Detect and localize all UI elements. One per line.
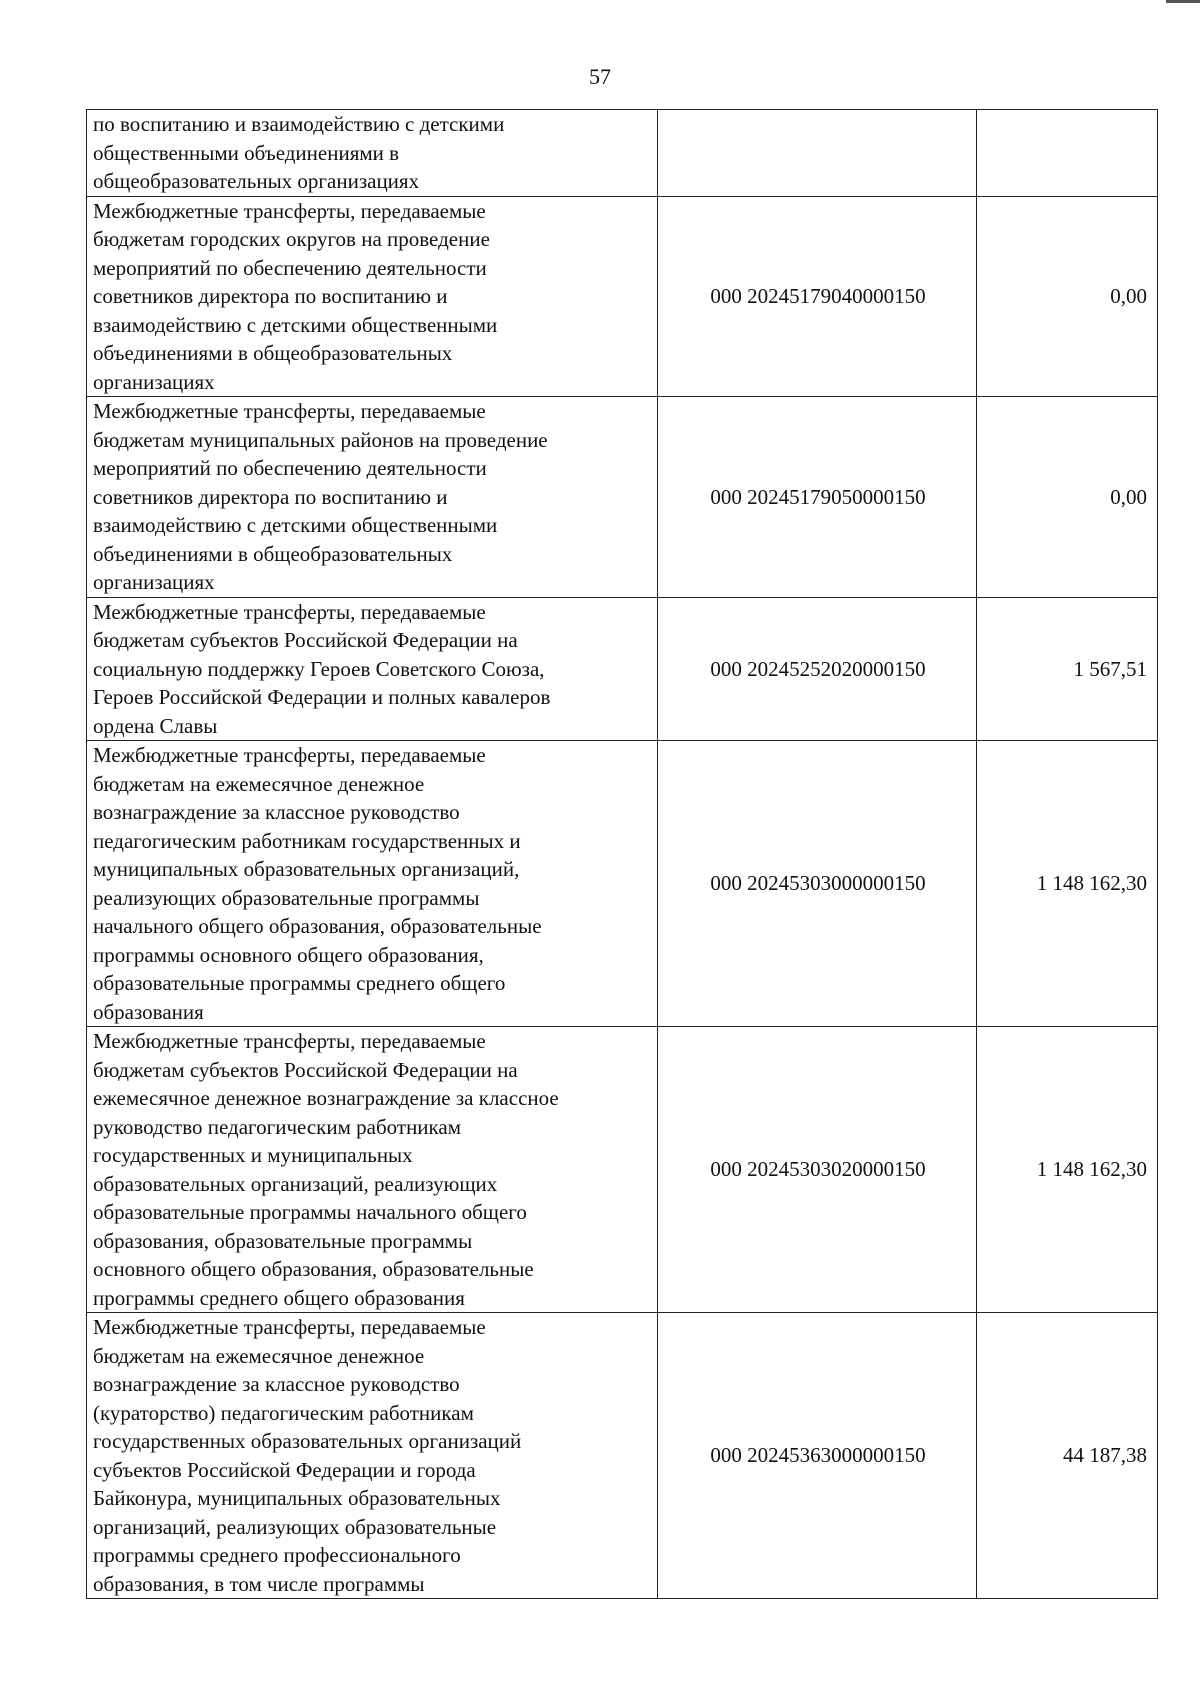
row-value-cell: 1 567,51 (977, 597, 1158, 741)
row-name-cell (87, 741, 658, 1027)
row-name-cell (87, 1027, 658, 1313)
row-value-cell: 1 148 162,30 (977, 741, 1158, 1027)
table-row (87, 397, 1158, 598)
row-value-cell: 1 148 162,30 (977, 1027, 1158, 1313)
row-value-cell: 0,00 (977, 397, 1158, 598)
row-name-text: Межбюджетные трансферты, передаваемые бюджетам субъектов Российской Федерации на социальную поддержку Героев Советского Союза, Героев Российской Федерации и полных кавалеров ордена Славы (93, 599, 551, 738)
row-code-cell: 000 20245303000000150 (658, 741, 977, 1027)
table-row (87, 110, 1158, 197)
row-name-cell (87, 110, 658, 197)
row-name-text: Межбюджетные трансферты, передаваемые бюджетам муниципальных районов на проведение мероприятий по обеспечению деятельности советников директора по воспитанию и взаимодействию с детскими общественными объединениями в общеобразовательных организациях (93, 399, 548, 594)
row-name-text: Межбюджетные трансферты, передаваемые бюджетам городских округов на проведение мероприятий по обеспечению деятельности советников директора по воспитанию и взаимодействию с детскими общественными объединениями в общеобразовательных организациях (93, 198, 498, 394)
row-name-cell (87, 196, 658, 397)
row-name-cell (87, 1313, 658, 1599)
table-row (87, 196, 1158, 397)
row-value-cell: 44 187,38 (977, 1313, 1158, 1599)
table-row (87, 1027, 1158, 1313)
row-name-text: по воспитанию и взаимодействию с детскими общественными объединениями в общеобразовательных организациях (93, 112, 505, 193)
table-row (87, 597, 1158, 741)
row-code-cell: 000 20245179040000150 (658, 196, 977, 397)
row-name-cell (87, 397, 658, 598)
row-value-cell (977, 110, 1158, 197)
row-code-cell: 000 20245252020000150 (658, 597, 977, 741)
page-number: 57 (589, 64, 611, 89)
row-name-cell (87, 597, 658, 741)
table-row (87, 1313, 1158, 1599)
row-code-cell: 000 20245363000000150 (658, 1313, 977, 1599)
row-value-cell: 0,00 (977, 196, 1158, 397)
row-name-text: Межбюджетные трансферты, передаваемые бюджетам субъектов Российской Федерации на ежемесячное денежное вознаграждение за классное руководство педагогическим работникам государственных и муниципальных образовательных организаций, реализующих образовательные программы начального общего образования, образовательные программы основного общего образования, образовательные программы среднего общего образования (93, 1029, 559, 1310)
row-name-text: Межбюджетные трансферты, передаваемые бюджетам на ежемесячное денежное вознаграждение за классное руководство (кураторство) педагогическим работникам государственных образовательных организаций субъектов Российской Федерации и города Байконура, муниципальных образовательных организаций, реализующих образовательные программы среднего профессионального образования, в том числе программы (93, 1315, 522, 1596)
row-code-cell: 000 20245303020000150 (658, 1027, 977, 1313)
table-row (87, 741, 1158, 1027)
budget-table (86, 109, 1158, 1599)
row-name-text: Межбюджетные трансферты, передаваемые бюджетам на ежемесячное денежное вознаграждение за классное руководство педагогическим работникам государственных и муниципальных образовательных организаций, реализующих образовательные программы начального общего образования, образовательные программы основного общего образования, образовательные программы среднего общего образования (93, 743, 542, 1024)
scan-corner-mark (1166, 0, 1200, 3)
budget-table-body (87, 110, 1158, 1599)
row-code-cell (658, 110, 977, 197)
row-code-cell: 000 20245179050000150 (658, 397, 977, 598)
